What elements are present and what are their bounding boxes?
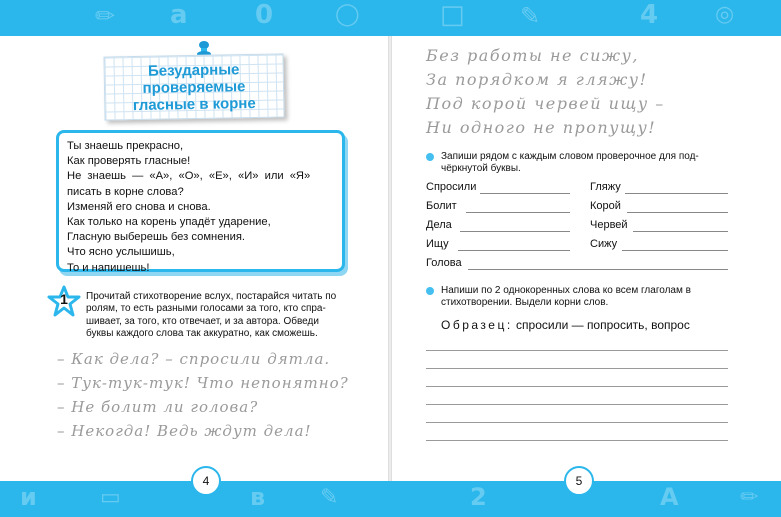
writing-line[interactable]	[426, 404, 728, 405]
decor-glyph: а	[170, 0, 188, 30]
answer-line[interactable]	[627, 212, 728, 213]
poem-line: Как только на корень упадёт ударение,	[67, 216, 271, 229]
word-left: Голова	[426, 257, 462, 269]
word-left: Дела	[426, 219, 452, 231]
answer-line[interactable]	[633, 231, 728, 232]
task-line: Запиши рядом с каждым словом проверочное для под-	[441, 151, 699, 162]
decor-glyph: ✏	[740, 485, 759, 510]
word-left: Ищу	[426, 238, 449, 250]
word-right: Червей	[590, 219, 628, 231]
top-decor-band	[0, 0, 781, 36]
word-left: Спросили	[426, 181, 477, 193]
task1-instructions	[86, 291, 358, 341]
book-gutter	[388, 36, 392, 481]
rule-poem-box	[56, 130, 345, 272]
decor-glyph: в	[250, 483, 266, 511]
poem-line: Ты знаешь прекрасно,	[67, 140, 184, 152]
answer-line[interactable]	[625, 193, 728, 194]
task-line: ролям, то есть разными голосами за того, кто спра-	[86, 303, 326, 315]
decor-glyph: □	[440, 0, 465, 30]
poem-line: писать в корне слова?	[67, 185, 184, 198]
task-line: Прочитай стихотворение вслух, постарайся читать по	[86, 291, 337, 302]
cursive-line: Ни одного не пропущу!	[426, 118, 657, 137]
sample-text: спросили — попросить, вопрос	[516, 318, 690, 332]
bottom-decor-band	[0, 481, 781, 517]
word-right: Сижу	[590, 238, 618, 250]
poem-line: Не знаешь — «А», «О», «Е», «И» или «Я»	[67, 170, 311, 183]
word-right: Гляжу	[590, 181, 621, 193]
cursive-line: – Не болит ли голова?	[57, 398, 259, 416]
sample-label: Образец:	[441, 318, 513, 332]
word-right: Корой	[590, 200, 621, 212]
word-left: Болит	[426, 200, 457, 212]
cursive-line: За порядком я гляжу!	[426, 70, 648, 89]
topic-title	[105, 60, 284, 114]
task-line: буквы каждого слова так аккуратно, как сможешь.	[86, 328, 318, 340]
task-line: Напиши по 2 однокоренных слова ко всем глаголам в	[441, 285, 691, 296]
answer-line[interactable]	[622, 250, 728, 251]
topic-title-line: гласные в корне	[132, 94, 256, 115]
decor-glyph: ◯	[335, 2, 360, 27]
poem-line: Что ясно услышишь,	[67, 246, 175, 259]
task3-instructions	[441, 285, 741, 309]
decor-glyph: ▭	[100, 485, 121, 510]
task-number: 1	[60, 291, 68, 307]
poem-line: Как проверять гласные!	[67, 155, 191, 168]
cursive-line: Без работы не сижу,	[426, 46, 639, 65]
decor-glyph: ✏	[95, 2, 116, 30]
sample-answer	[441, 318, 690, 332]
topic-title-line: Безударные	[147, 61, 240, 80]
cursive-line: – Тук-тук-тук! Что непонятно?	[57, 374, 349, 392]
bullet-dot	[426, 287, 434, 295]
poem-line: Изменяй его снова и снова.	[67, 200, 211, 213]
writing-line[interactable]	[426, 386, 728, 387]
answer-line[interactable]	[460, 231, 570, 232]
topic-title-line: проверяемые	[142, 78, 246, 97]
decor-glyph: 4	[640, 0, 659, 30]
poem-line: Гласную выберешь без сомнения.	[67, 231, 246, 244]
bullet-dot	[426, 153, 434, 161]
task-line: чёркнутой буквы.	[441, 163, 521, 174]
answer-line[interactable]	[458, 250, 570, 251]
decor-glyph: и	[20, 483, 37, 511]
page-number-left: 4	[191, 466, 221, 496]
writing-line[interactable]	[426, 422, 728, 423]
writing-line[interactable]	[426, 350, 728, 351]
decor-glyph: ◎	[715, 2, 735, 27]
task2-instructions	[441, 151, 741, 175]
decor-glyph: ✎	[520, 2, 541, 30]
page-number-right: 5	[564, 466, 594, 496]
decor-glyph: 2	[470, 483, 487, 511]
task-line: шивает, за того, кто отвечает, и за автора. Обведи	[86, 315, 319, 327]
writing-line[interactable]	[426, 440, 728, 441]
decor-glyph: А	[660, 483, 679, 511]
cursive-line: – Некогда! Ведь ждут дела!	[57, 422, 312, 440]
answer-line[interactable]	[468, 269, 728, 270]
answer-line[interactable]	[466, 212, 570, 213]
decor-glyph: 0	[255, 0, 274, 30]
writing-line[interactable]	[426, 368, 728, 369]
cursive-line: – Как дела? – спросили дятла.	[57, 350, 331, 368]
decor-glyph: ✎	[320, 485, 339, 510]
topic-title-card	[103, 53, 284, 120]
cursive-line: Под корой червей ищу –	[426, 94, 665, 113]
task-line: стихотворении. Выдели корни слов.	[441, 297, 609, 308]
answer-line[interactable]	[480, 193, 570, 194]
poem-line: То и напишешь!	[67, 261, 150, 274]
